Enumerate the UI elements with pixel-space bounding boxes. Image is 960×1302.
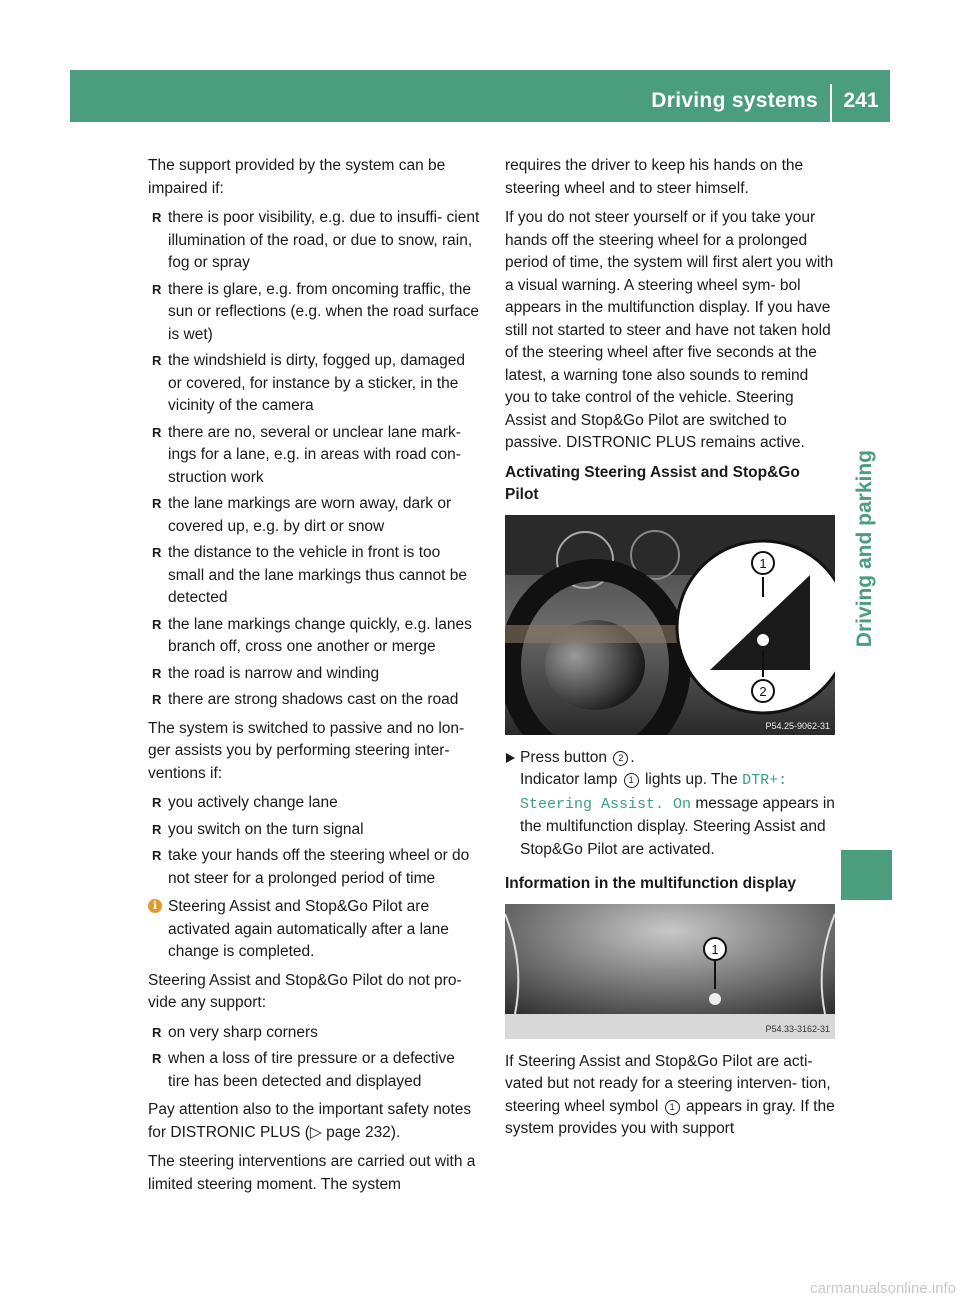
passive-intro: The system is switched to passive and no lon- ger assists you by performing steering inter- ventions if: (148, 719, 465, 782)
step-text: Press button (520, 748, 608, 766)
final-text-b: appears in gray. If the system provides you with support (505, 1097, 835, 1137)
multifunction-display-figure (505, 904, 837, 1039)
steering-wheel-illustration (505, 515, 835, 735)
list-item: R there are strong shadows cast on the road (148, 689, 480, 712)
activating-heading: Activating Steering Assist and Stop&Go Pilot (505, 463, 800, 503)
step-lights-text: lights up. The (644, 771, 738, 788)
list-item: R the road is narrow and winding (148, 663, 480, 686)
left-column (148, 155, 480, 1203)
display-message-line1: DTR+: (742, 772, 788, 789)
display-illustration (505, 904, 835, 1039)
display-figure-code: P54.33-3162-31 (765, 1023, 830, 1034)
list-item: R the lane markings are worn away, dark or covered up, e.g. by dirt or snow (148, 493, 480, 538)
passive-list (148, 792, 480, 890)
impaired-list (148, 207, 480, 712)
side-tab-marker (841, 850, 892, 900)
callout-2-label: 2 (759, 683, 767, 699)
no-support-intro: Steering Assist and Stop&Go Pilot do not pro- vide any support: (148, 971, 462, 1011)
continuation-text: requires the driver to keep his hands on the steering wheel and to steer himself. (505, 157, 804, 197)
right-column (505, 155, 837, 1148)
safety-notes (148, 1099, 480, 1144)
display-message-line2: Steering Assist. On (520, 795, 692, 813)
list-item: R the distance to the vehicle in front is too small and the lane markings thus cannot be detected (148, 542, 480, 610)
list-item: R you switch on the turn signal (148, 819, 480, 842)
page-ref-link[interactable]: page 232). (326, 1123, 401, 1141)
list-item: R you actively change lane (148, 792, 480, 815)
side-tab-label (838, 450, 892, 830)
list-item: R there is glare, e.g. from oncoming traffic, the sun or reflections (e.g. when the road surface is wet) (148, 279, 480, 347)
page-number: 241 (843, 89, 879, 112)
safety-notes-text: Pay attention also to the important safety notes for DISTRONIC PLUS ( (148, 1101, 472, 1141)
list-item: R take your hands off the steering wheel or do not steer for a prolonged period of time (148, 845, 480, 890)
side-tab-text: Driving and parking (852, 450, 876, 648)
footer-watermark: carmanualsonline.info (810, 1280, 956, 1297)
display-callout-1-label: 1 (711, 941, 719, 957)
info-note (148, 896, 480, 964)
list-item: R there is poor visibility, e.g. due to insuffi- cient illumination of the road, or due to snow, rain, fog or spray (148, 207, 480, 275)
list-item: R the lane markings change quickly, e.g. lanes branch off, cross one another or merge (148, 614, 480, 659)
button-number-badge: 2 (613, 751, 628, 766)
no-support-list (148, 1022, 480, 1094)
interventions-text: The steering interventions are carried out with a limited steering moment. The system (148, 1153, 476, 1193)
figure-code: P54.25-9062-31 (765, 720, 830, 731)
warning-paragraph: If you do not steer yourself or if you take your hands off the steering wheel for a prolonged period of time, the system will first alert you with a visual warning. A steering wheel sym- bol appears in the multifunction display. If you have still not started to steer and have not taken hold of the steering wheel after five seconds at the latest, a warning tone also sounds to remind you to take control of the vehicle. Steering Assist and Stop&Go Pilot are switched to passive. DISTRONIC PLUS remains active. (505, 209, 834, 451)
info-note-text: Steering Assist and Stop&Go Pilot are activated again automatically after a lane change is completed. (168, 898, 449, 960)
info-icon: i (148, 899, 162, 913)
list-item: R the windshield is dirty, fogged up, damaged or covered, for instance by a sticker, in the vicinity of the camera (148, 350, 480, 418)
symbol-number-badge: 1 (665, 1100, 680, 1115)
section-title: Driving systems (651, 89, 818, 112)
header-bar (70, 70, 890, 122)
page-ref-arrow-icon: ▷ (309, 1123, 322, 1141)
list-item: R when a loss of tire pressure or a defective tire has been detected and displayed (148, 1048, 480, 1093)
step-message-text: message appears in the multifunction display. Steering Assist and Stop&Go Pilot are activated. (520, 794, 835, 858)
lamp-number-badge: 1 (624, 773, 639, 788)
list-item: R there are no, several or unclear lane mark- ings for a lane, e.g. in areas with road con- struction work (148, 422, 480, 490)
step-indicator-text: Indicator lamp (520, 771, 618, 788)
final-paragraph (505, 1051, 837, 1141)
press-button-step (505, 747, 837, 862)
step-punct: . (630, 748, 635, 766)
final-text-a: If Steering Assist and Stop&Go Pilot are acti- vated but not ready for a steering interven- tion, steering wheel symbol (505, 1052, 831, 1115)
impaired-intro: The support provided by the system can be impaired if: (148, 157, 446, 197)
list-item: R on very sharp corners (148, 1022, 480, 1045)
callout-1-label: 1 (759, 555, 767, 571)
info-heading: Information in the multifunction display (505, 875, 797, 892)
steering-wheel-figure (505, 515, 837, 735)
